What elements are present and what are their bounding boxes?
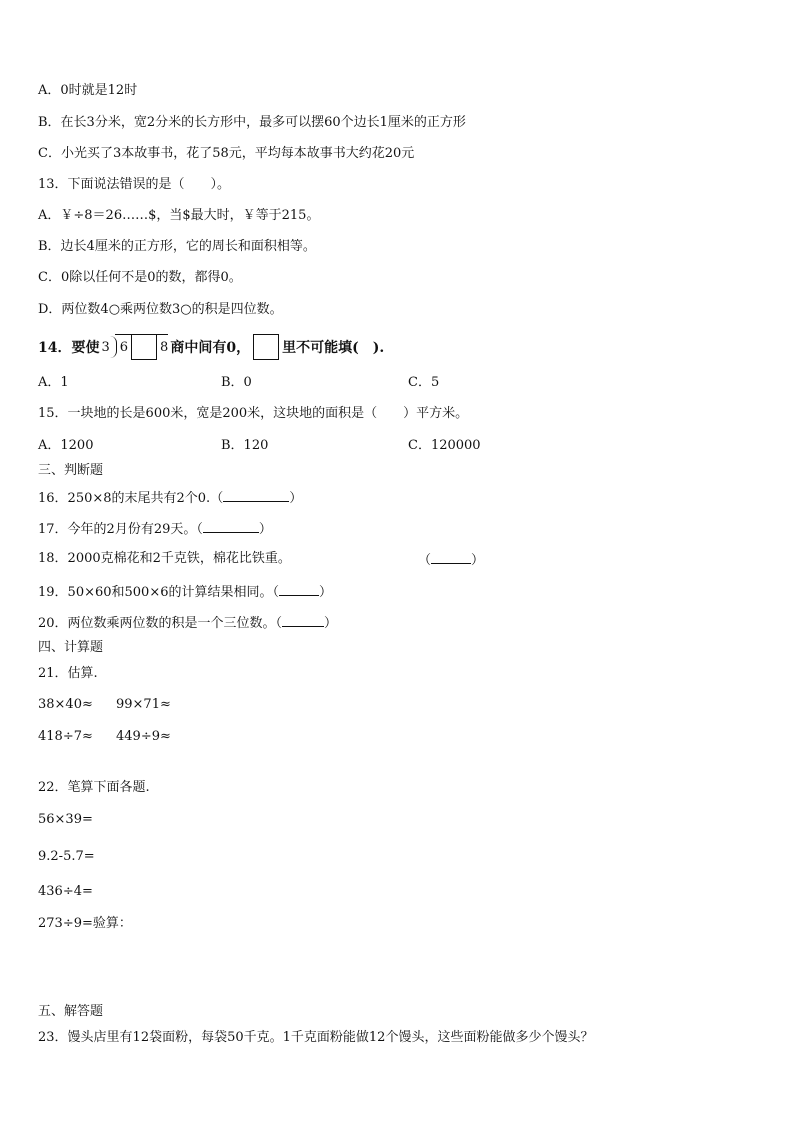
answer-blank <box>203 520 259 533</box>
division-bracket <box>110 336 117 358</box>
q19-close: ） <box>319 585 333 600</box>
q13-option-a: A．￥÷8＝26……$，当$最大时，￥等于215。 <box>38 208 320 223</box>
q15-stem: 15．一块地的长是600米，宽是200米，这块地的面积是（ ）平方米。 <box>38 406 469 421</box>
q16 <box>38 489 302 507</box>
answer-blank <box>282 614 324 627</box>
q14-option-b: B．0 <box>221 375 252 390</box>
q22-item-3: 436÷4= <box>38 884 93 899</box>
section-3-title: 三、判断题 <box>38 463 104 478</box>
q17 <box>38 520 272 538</box>
division-overline <box>115 334 168 335</box>
q14-prefix: 14．要使 <box>38 340 100 356</box>
q12-option-c: C．小光买了3本故事书，花了58元，平均每本故事书大约花20元 <box>38 146 415 161</box>
q22-stem: 22．笔算下面各题. <box>38 780 150 795</box>
q21-stem: 21．估算. <box>38 666 98 681</box>
answer-blank <box>223 489 289 502</box>
q14-middle: 商中间有0， <box>170 340 251 356</box>
q12-option-a: A．0时就是12时 <box>38 83 138 98</box>
q21-item-4: 449÷9≈ <box>116 729 171 744</box>
q16-text: 16．250×8的末尾共有2个0.（ <box>38 491 224 506</box>
q18-open: （ <box>418 553 432 568</box>
q17-close: ） <box>258 522 272 537</box>
q21-item-3: 418÷7≈ <box>38 729 93 744</box>
q21-item-1: 38×40≈ <box>38 697 93 712</box>
q14-option-c: C．5 <box>408 375 440 390</box>
q23-text: 23．馒头店里有12袋面粉，每袋50千克。1千克面粉能做12个馒头，这些面粉能做多少个馒头？ <box>38 1030 594 1045</box>
answer-blank <box>431 551 471 564</box>
q12-option-b: B．在长3分米，宽2分米的长方形中，最多可以摆60个边长1厘米的正方形 <box>38 115 466 130</box>
q13-stem: 13．下面说法错误的是（ ）。 <box>38 177 231 192</box>
q17-text: 17．今年的2月份有29天。（ <box>38 522 203 537</box>
q22-item-2: 9.2-5.7= <box>38 849 95 864</box>
q18-close: ） <box>471 553 485 568</box>
q19 <box>38 583 332 601</box>
q20 <box>38 614 337 632</box>
q15-option-c: C．120000 <box>408 438 481 453</box>
q14-suffix: 里不可能填( ). <box>282 340 385 356</box>
q20-close: ） <box>324 616 338 631</box>
q22-item-4: 273÷9=验算： <box>38 916 132 931</box>
answer-blank <box>279 583 319 596</box>
q18-answer <box>418 551 484 569</box>
q14-dividend-last: 8 <box>160 339 169 355</box>
q16-close: ） <box>289 491 303 506</box>
long-division-figure <box>101 333 168 361</box>
q19-text: 19．50×60和500×6的计算结果相同。（ <box>38 585 279 600</box>
digit-box-answer <box>253 334 279 360</box>
q18-text: 18．2000克棉花和2千克铁，棉花比铁重。 <box>38 551 291 566</box>
digit-box <box>131 334 157 360</box>
q14-stem <box>38 332 384 362</box>
section-5-title: 五、解答题 <box>38 1004 104 1019</box>
q20-text: 20．两位数乘两位数的积是一个三位数。（ <box>38 616 283 631</box>
q14-option-a: A．1 <box>38 375 69 390</box>
q13-option-b: B．边长4厘米的正方形，它的周长和面积相等。 <box>38 239 316 254</box>
q22-item-1: 56×39= <box>38 812 93 827</box>
q15-option-b: B．120 <box>221 438 269 453</box>
q21-item-2: 99×71≈ <box>116 697 171 712</box>
q14-divisor: 3 <box>101 339 110 355</box>
q15-option-a: A．1200 <box>38 438 94 453</box>
q14-dividend-first: 6 <box>119 339 129 355</box>
q13-option-d: D．两位数4○乘两位数3○的积是四位数。 <box>38 302 283 317</box>
section-4-title: 四、计算题 <box>38 640 104 655</box>
q13-option-c: C．0除以任何不是0的数，都得0。 <box>38 270 242 285</box>
